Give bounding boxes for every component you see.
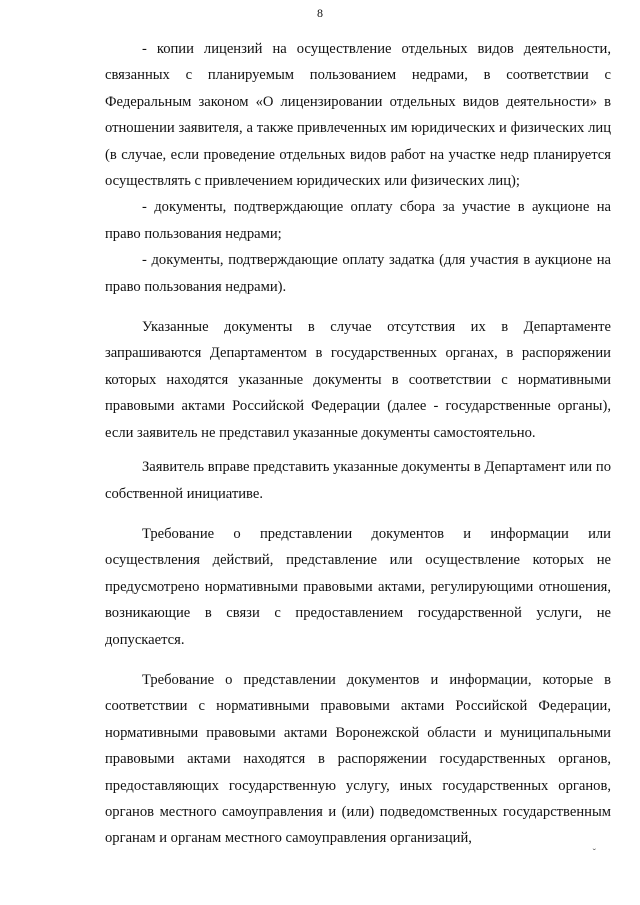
- paragraph-deposit-payment: - документы, подтверждающие оплату задатка (для участия в аукционе на право пользования недрами).: [105, 252, 611, 295]
- page-number: 8: [317, 6, 323, 20]
- paragraph-fee-payment: - документы, подтверждающие оплату сбора за участие в аукционе на право пользования недрами;: [105, 199, 611, 242]
- paragraph-license-copies: - копии лицензий на осуществление отдельных видов деятельности, связанных с планируемым пользованием недрами, в соответствии с Федеральным законом «О лицензировании отдельных видов деятельности» в отношении заявителя, а также привлеченных им юридических и физических лиц (в случае, если проведение отдельных видов работ на участке недр планируется осуществлять с привлечением юридических или физических лиц);: [105, 41, 611, 190]
- paragraph-requirement-not-allowed: Требование о представлении документов и информации или осуществления действий, представление или осуществление которых не предусмотрено нормативными правовыми актами, регулирующими отношения, возникающие в связи с предоставлением государственной услуги, не допускается.: [105, 525, 611, 648]
- paragraph-applicant-right: Заявитель вправе представить указанные документы в Департамент или по собственной инициативе.: [105, 459, 611, 502]
- paragraph-requirement-documents: Требование о представлении документов и информации, которые в соответствии с нормативными правовыми актами Российской Федерации, нормативными правовыми актами Воронежской области и муниципальными правовыми актами находятся в распоряжении государственных органов, предоставляющих государственную услугу, иных государственных органов, органов местного самоуправления и (или) подведомственных государственным органам и органам местного самоуправления организаций,: [105, 671, 611, 847]
- document-body: [105, 36, 611, 852]
- paragraph-documents-requested: Указанные документы в случае отсутствия их в Департаменте запрашиваются Департаментом в государственных органах, в распоряжении которых находятся указанные документы в соответствии с нормативными правовыми актами Российской Федерации (далее - государственные органы), если заявитель не представил указанные документы самостоятельно.: [105, 319, 611, 441]
- scan-mark: ˇ: [592, 848, 596, 859]
